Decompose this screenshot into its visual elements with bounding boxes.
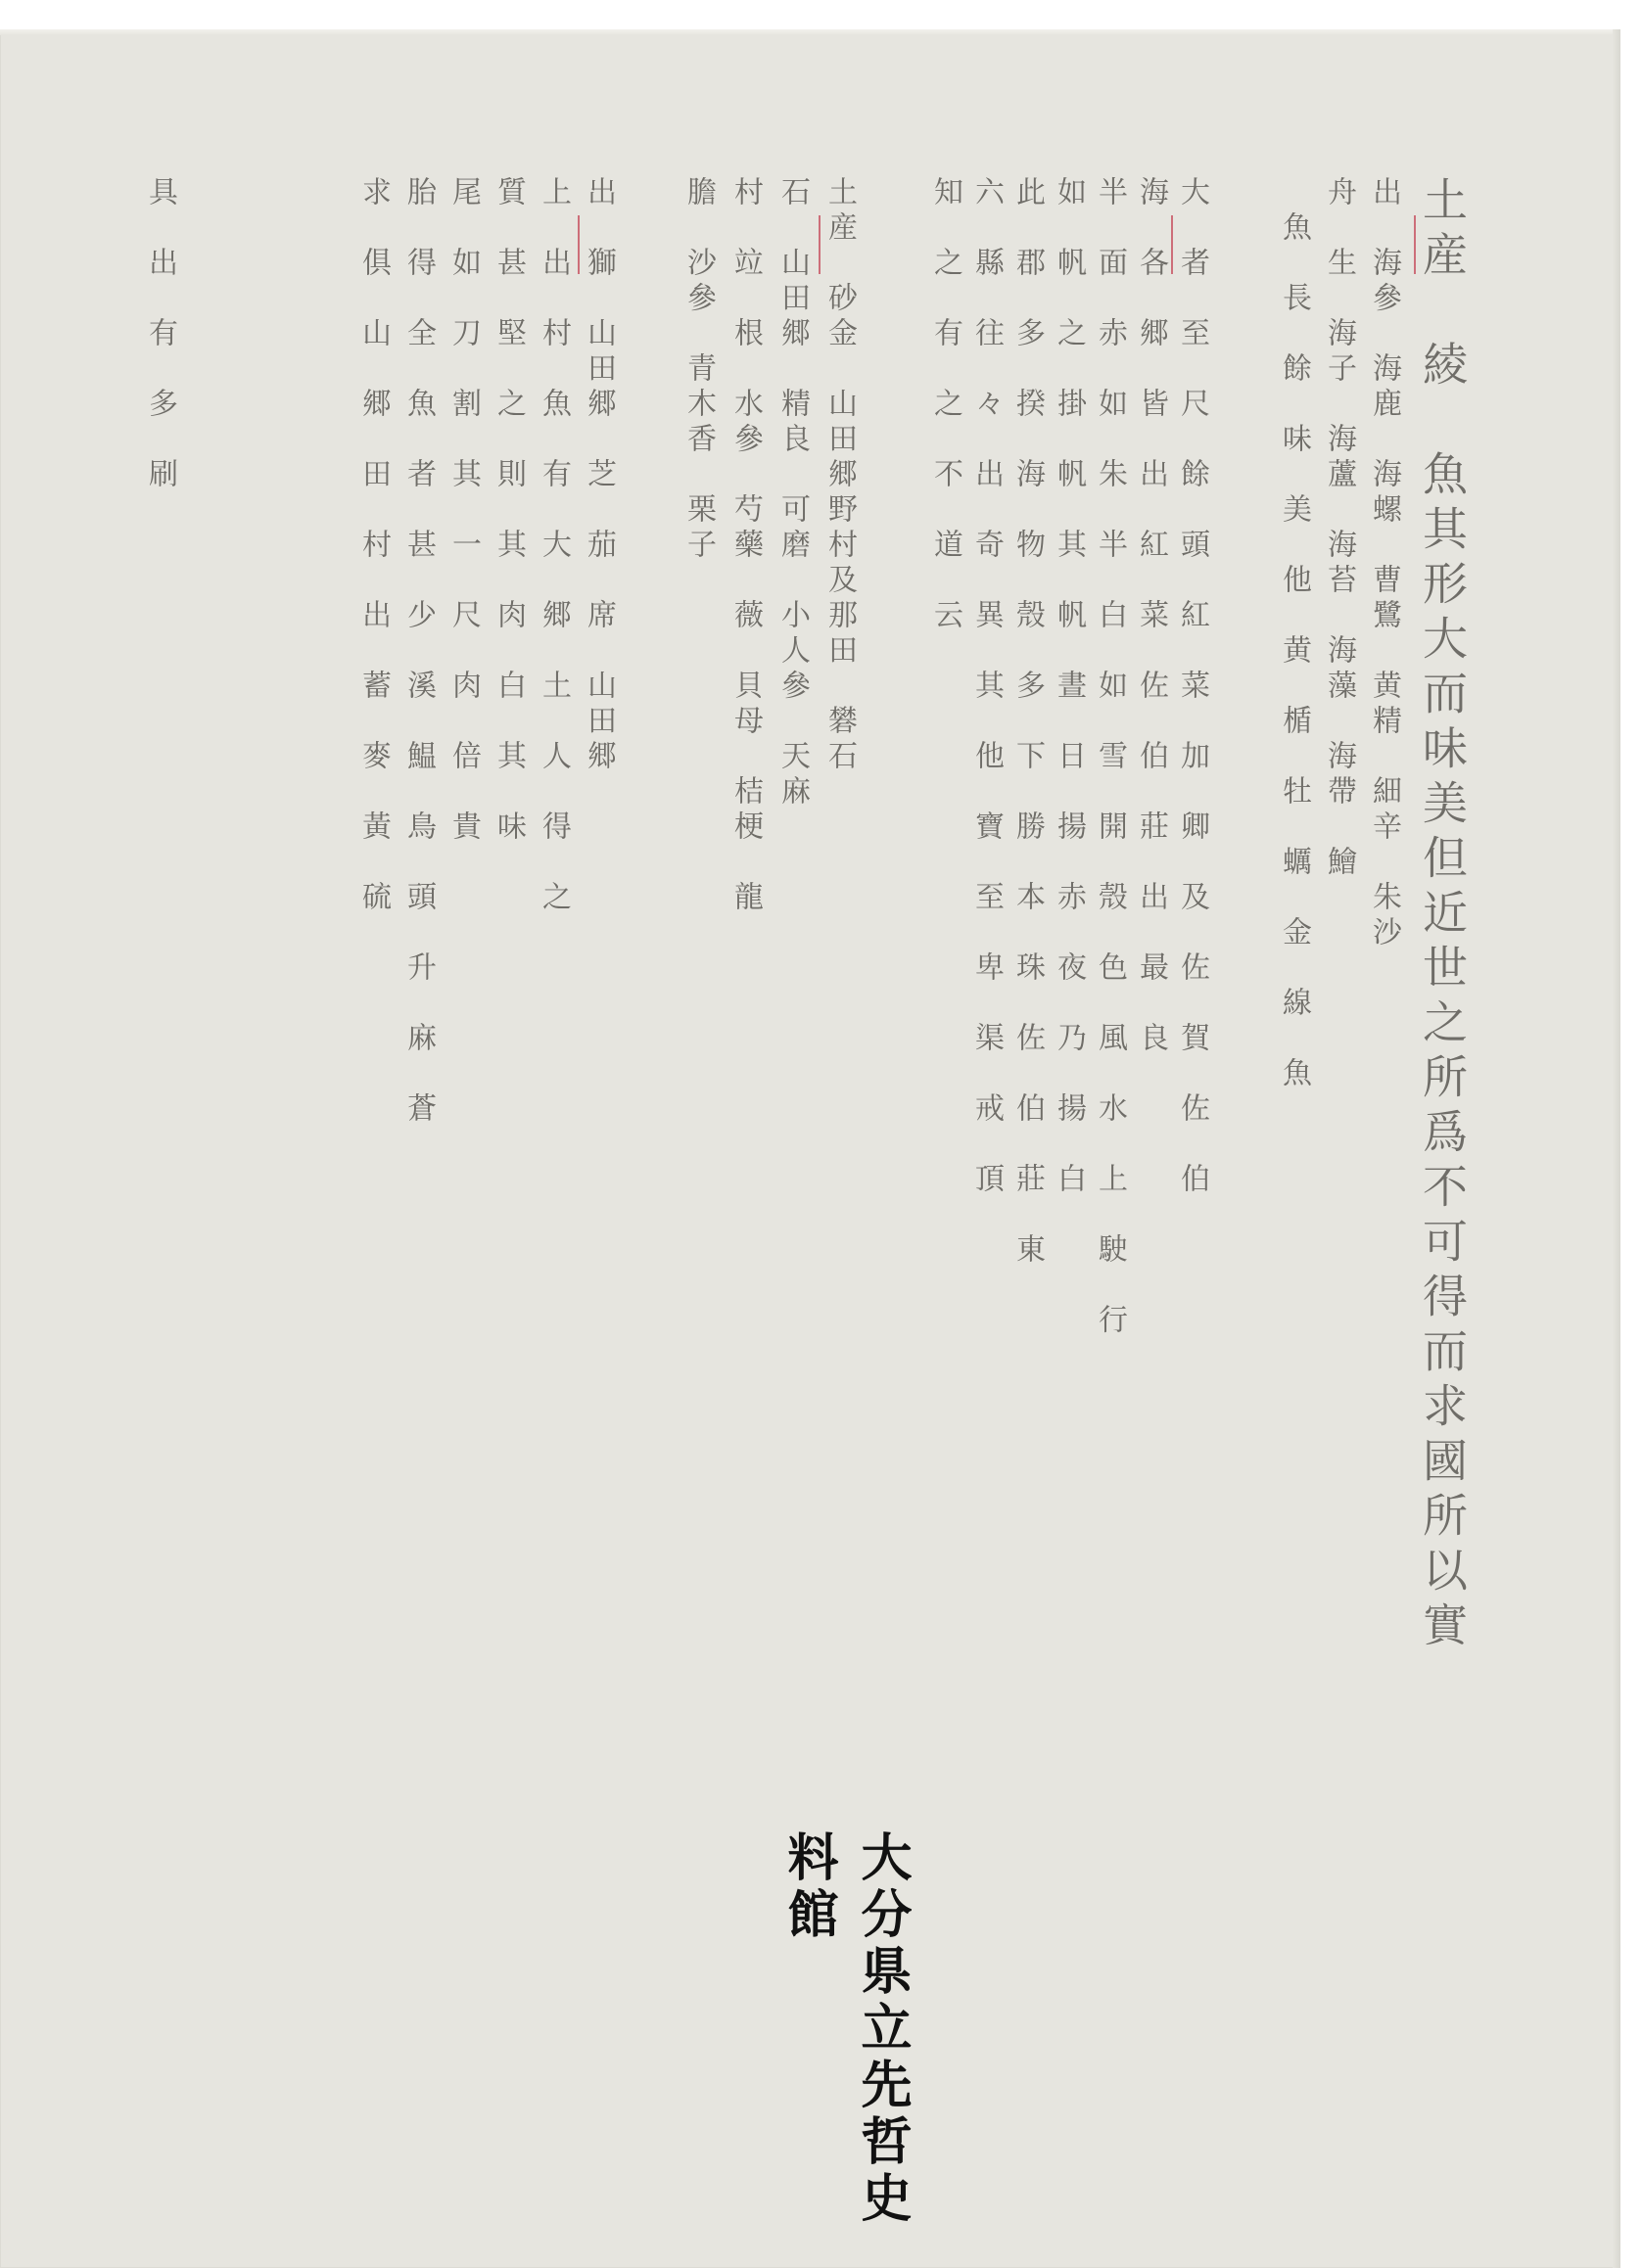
manuscript-column: 海 各 郷 皆 出 紅 菜 佐 伯 莊 出 最 良	[1134, 176, 1168, 1057]
manuscript-column: 胎 得 全 魚 者 甚 少 溪 鰛 鳥 頭 升 麻 蒼	[401, 176, 436, 1128]
manuscript-column: 六 縣 往 々 出 奇 異 其 他 寶 至 卑 渠 戒 頂	[969, 176, 1004, 1198]
publisher-name: 大分県立先哲史料館	[778, 1830, 912, 2228]
manuscript-column: 土産 綾 魚其形大而味美但近世之所爲不可得而求國所以實	[1416, 176, 1469, 1656]
manuscript-column: 大 者 至 尺 餘 頭 紅 菜 加 卿 及 佐 賀 佐 伯	[1175, 176, 1209, 1198]
manuscript-column: 半 面 赤 如 朱 半 白 如 雪 開 殼 色 風 水 上 駛 行	[1093, 176, 1127, 1339]
manuscript-column: 尾 如 刀 割 其 一 尺 肉 倍 貴	[446, 176, 481, 846]
manuscript-column: 知 之 有 之 不 道 云	[928, 176, 962, 634]
cover-top-edge	[0, 29, 1620, 35]
manuscript-column: 求 俱 山 郷 田 村 出 蓄 麥 黃 硫	[356, 176, 391, 916]
manuscript-column: 質 甚 堅 之 則 其 肉 白 其 味	[492, 176, 526, 846]
manuscript-column: 出 獅 山田郷 芝 茄 席 山田郷	[582, 176, 616, 775]
manuscript-column: 舟 生 海子 海蘆 海苔 海藻 海帶 鱠	[1322, 176, 1356, 881]
manuscript-column: 土産 砂金 山田郷野村及那田 礬石	[822, 176, 857, 775]
manuscript-text-block	[127, 176, 1518, 1656]
manuscript-column: 膽 沙參 青木香 栗子	[681, 176, 716, 564]
cover-right-edge	[1613, 29, 1620, 2268]
manuscript-column: 具 出 有 多 刷	[143, 176, 177, 493]
manuscript-column: 此 郡 多 揆 海 物 殼 多 下 勝 本 珠 佐 伯 莊 東	[1010, 176, 1045, 1269]
manuscript-column: 魚 長 餘 味 美 他 黄 楯 牡 蠣 金 線 魚	[1277, 176, 1311, 1092]
manuscript-column: 石 山田郷 精良 可磨 小人參 天麻	[775, 176, 810, 810]
manuscript-column: 出 海參 海鹿 海螺 曹鷺 黄精 細辛 朱沙	[1367, 176, 1401, 951]
manuscript-column: 如 帆 之 掛 帆 其 帆 晝 日 揚 赤 夜 乃 揚 白	[1052, 176, 1086, 1198]
manuscript-column: 上 出 村 魚 有 大 郷 土 人 得 之	[537, 176, 571, 916]
manuscript-column: 村 竝 根 水參 芍藥 薇 貝母 桔梗 龍	[728, 176, 763, 916]
